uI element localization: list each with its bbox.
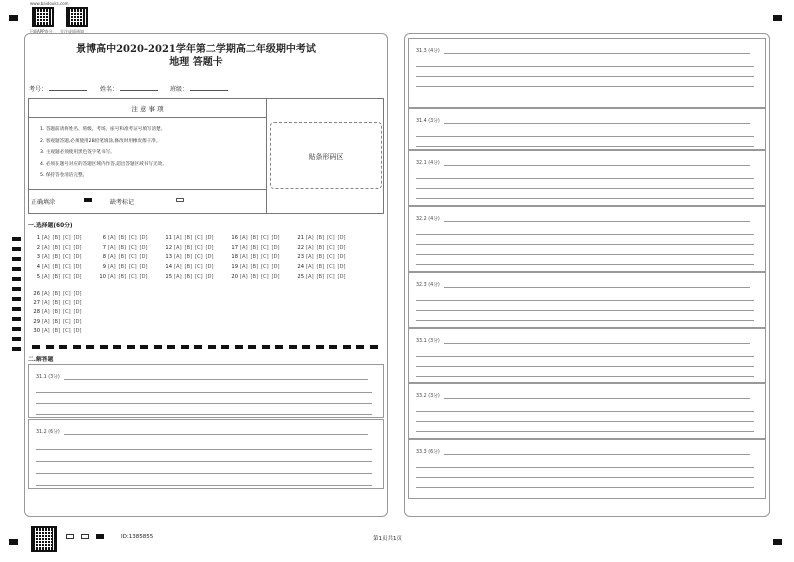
option-bubble[interactable]: [B]	[316, 264, 325, 271]
mcq-row	[30, 309, 96, 315]
separator-mark	[113, 345, 121, 349]
timing-mark	[12, 297, 21, 301]
option-bubble[interactable]: [B]	[52, 300, 61, 307]
writing-line	[416, 467, 754, 468]
option-bubble[interactable]: [C]	[63, 264, 71, 271]
option-bubble[interactable]: [B]	[250, 273, 259, 280]
separator-mark	[208, 345, 216, 349]
question-number: 2	[36, 244, 40, 251]
answer-box[interactable]	[408, 206, 766, 272]
option-bubble[interactable]: [C]	[195, 264, 203, 271]
answer-label: 31.3 (4分)	[416, 49, 440, 54]
option-bubble[interactable]: [C]	[327, 244, 335, 251]
option-bubble[interactable]: [C]	[195, 235, 203, 241]
option-bubble[interactable]: [D]	[73, 327, 82, 334]
question-number: 19	[231, 264, 238, 271]
separator-mark	[154, 345, 162, 349]
note-item: 2. 客观题答题,必须使用2B铅笔填涂,修改时用橡皮擦干净。	[40, 138, 161, 144]
note-item: 5. 保持答卷清洁完整。	[40, 173, 88, 178]
option-bubble[interactable]: [B]	[118, 264, 127, 271]
timing-mark	[12, 267, 21, 271]
writing-line	[416, 76, 754, 77]
option-bubble[interactable]: [B]	[316, 235, 325, 241]
option-bubble[interactable]: [A]	[42, 244, 50, 251]
class-field[interactable]: 班级：	[170, 84, 228, 93]
answer-label: 32.1 (4分)	[416, 161, 440, 166]
option-bubble[interactable]: [C]	[63, 291, 71, 297]
separator-mark	[248, 345, 256, 349]
separator-mark	[370, 345, 378, 349]
option-bubble[interactable]: [D]	[139, 244, 148, 251]
section1-title: 一.选择题(60分)	[28, 223, 73, 229]
option-bubble[interactable]: [B]	[52, 327, 61, 334]
correct-fill-sample	[84, 198, 92, 202]
footer-id: ID:1385855	[121, 534, 154, 540]
answer-box[interactable]	[408, 38, 766, 108]
option-bubble[interactable]: [A]	[42, 264, 50, 271]
option-bubble[interactable]: [D]	[271, 235, 280, 241]
writing-line	[36, 485, 372, 486]
writing-line	[36, 392, 372, 393]
question-number: 18	[231, 254, 238, 261]
separator-mark	[46, 345, 54, 349]
answer-label: 32.2 (4分)	[416, 217, 440, 222]
option-bubble[interactable]: [C]	[129, 254, 137, 261]
option-bubble[interactable]: [D]	[271, 273, 280, 280]
option-bubble[interactable]: [D]	[337, 254, 346, 261]
timing-mark	[12, 277, 21, 281]
option-bubble[interactable]: [A]	[240, 264, 248, 271]
option-bubble[interactable]: [B]	[316, 244, 325, 251]
option-bubble[interactable]: [B]	[118, 254, 127, 261]
card-title: 地理 答题卡	[169, 57, 223, 68]
option-bubble[interactable]: [D]	[73, 264, 82, 271]
question-number: 4	[36, 264, 40, 271]
writing-line	[36, 473, 372, 474]
note-item: 1. 答题前请将姓名、班级、考场、座号和准考证号填写清楚。	[40, 127, 166, 132]
option-bubble[interactable]: [A]	[42, 327, 50, 334]
option-bubble[interactable]: [D]	[139, 264, 148, 271]
option-bubble[interactable]: [C]	[261, 273, 269, 280]
writing-line	[64, 434, 368, 435]
option-bubble[interactable]: [C]	[129, 273, 137, 280]
separator-mark	[32, 345, 40, 349]
barcode-label: 贴条形码区	[308, 153, 344, 161]
separator-mark	[302, 345, 310, 349]
separator-mark	[181, 345, 189, 349]
separator-mark	[262, 345, 270, 349]
question-number: 14	[165, 264, 172, 271]
option-bubble[interactable]: [C]	[63, 327, 71, 334]
option-bubble[interactable]: [B]	[250, 244, 259, 251]
mcq-row	[30, 319, 96, 325]
option-bubble[interactable]: [C]	[63, 273, 71, 280]
qr-code-notify	[66, 7, 88, 27]
option-bubble[interactable]: [B]	[52, 273, 61, 280]
option-bubble[interactable]: [A]	[240, 254, 248, 261]
writing-line	[416, 244, 754, 245]
option-bubble[interactable]: [C]	[195, 244, 203, 251]
option-bubble[interactable]: [C]	[261, 264, 269, 271]
option-bubble[interactable]: [D]	[139, 254, 148, 261]
answer-label: 32.3 (4分)	[416, 283, 440, 288]
option-bubble[interactable]: [B]	[184, 235, 193, 241]
writing-line	[416, 376, 754, 377]
note-item: 4. 必须在题号对应的答题区域内作答,超出答题区域书写无效。	[40, 161, 167, 167]
option-bubble[interactable]: [D]	[205, 273, 214, 280]
question-number: 7	[102, 244, 106, 251]
option-bubble[interactable]: [C]	[261, 235, 269, 241]
option-bubble[interactable]: [C]	[63, 318, 71, 325]
option-bubble[interactable]: [C]	[195, 273, 203, 280]
option-bubble[interactable]: [D]	[205, 244, 214, 251]
option-bubble[interactable]: [D]	[139, 273, 148, 280]
option-bubble[interactable]: [C]	[129, 244, 137, 251]
absent-mark-label: 缺考标记	[110, 199, 135, 206]
writing-line	[416, 136, 754, 137]
timing-mark	[12, 247, 21, 251]
option-bubble[interactable]: [A]	[306, 254, 314, 261]
option-bubble[interactable]: [A]	[174, 235, 182, 241]
option-bubble[interactable]: [B]	[250, 254, 259, 261]
question-number: 8	[102, 254, 106, 261]
separator-mark	[356, 345, 364, 349]
writing-line	[444, 53, 750, 54]
question-number: 12	[165, 244, 172, 251]
separator-mark	[86, 345, 94, 349]
option-bubble[interactable]: [B]	[52, 309, 61, 316]
site-url: www.baidouks.com	[30, 1, 69, 6]
option-bubble[interactable]: [D]	[73, 291, 82, 297]
question-number: 30	[33, 327, 40, 334]
option-bubble[interactable]: [A]	[108, 273, 116, 280]
separator-mark	[167, 345, 175, 349]
option-bubble[interactable]: [D]	[337, 244, 346, 251]
question-number: 15	[165, 273, 172, 280]
separator-mark	[100, 345, 108, 349]
option-bubble[interactable]: [A]	[174, 254, 182, 261]
writing-line	[444, 398, 750, 399]
option-bubble[interactable]: [A]	[42, 273, 50, 280]
option-bubble[interactable]: [A]	[42, 309, 50, 316]
question-number: 21	[297, 235, 304, 241]
writing-line	[36, 461, 372, 462]
question-number: 24	[297, 264, 304, 271]
question-number: 1	[36, 235, 40, 241]
writing-line	[416, 366, 754, 367]
option-bubble[interactable]: [C]	[63, 309, 71, 316]
separator-mark	[59, 345, 67, 349]
mcq-row	[30, 274, 360, 280]
option-bubble[interactable]: [B]	[52, 254, 61, 261]
question-number: 26	[33, 291, 40, 297]
separator-mark	[235, 345, 243, 349]
option-bubble[interactable]: [A]	[240, 273, 248, 280]
mcq-row	[30, 328, 96, 334]
option-bubble[interactable]: [B]	[184, 273, 193, 280]
separator-mark	[194, 345, 202, 349]
answer-label: 33.1 (3分)	[416, 339, 440, 344]
qr-caption-app: 下载APP查分	[29, 29, 53, 34]
footer-mark-3	[96, 534, 104, 539]
option-bubble[interactable]: [C]	[129, 235, 137, 241]
writing-line	[36, 414, 372, 415]
option-bubble[interactable]: [D]	[73, 318, 82, 325]
writing-line	[416, 234, 754, 235]
option-bubble[interactable]: [D]	[139, 235, 148, 241]
option-bubble[interactable]: [A]	[108, 235, 116, 241]
writing-line	[444, 123, 750, 124]
question-number: 20	[231, 273, 238, 280]
writing-line	[416, 86, 754, 87]
option-bubble[interactable]: [B]	[52, 291, 61, 297]
option-bubble[interactable]: [B]	[118, 244, 127, 251]
writing-line	[416, 487, 754, 488]
option-bubble[interactable]: [D]	[73, 244, 82, 251]
option-bubble[interactable]: [C]	[195, 254, 203, 261]
corner-mark-br	[773, 539, 782, 545]
separator-mark	[329, 345, 337, 349]
question-number: 28	[33, 309, 40, 316]
option-bubble[interactable]: [C]	[327, 235, 335, 241]
answer-box[interactable]	[28, 419, 384, 489]
footer-page: 第1页共1页	[373, 536, 402, 542]
option-bubble[interactable]: [C]	[261, 244, 269, 251]
option-bubble[interactable]: [D]	[205, 254, 214, 261]
option-bubble[interactable]: [A]	[174, 264, 182, 271]
exam-title: 景博高中2020-2021学年第二学期高二年级期中考试	[76, 44, 316, 55]
answer-label: 31.2 (6分)	[36, 430, 60, 435]
writing-line	[416, 320, 754, 321]
separator-mark	[289, 345, 297, 349]
mcq-row	[30, 264, 360, 270]
timing-mark	[12, 257, 21, 261]
question-number: 22	[297, 244, 304, 251]
writing-line	[444, 343, 750, 344]
option-bubble[interactable]: [A]	[306, 235, 314, 241]
writing-line	[36, 403, 372, 404]
mcq-row	[30, 235, 360, 241]
option-bubble[interactable]: [B]	[52, 244, 61, 251]
timing-mark	[12, 337, 21, 341]
option-bubble[interactable]: [A]	[108, 254, 116, 261]
option-bubble[interactable]: [A]	[174, 244, 182, 251]
question-number: 27	[33, 300, 40, 307]
option-bubble[interactable]: [C]	[327, 254, 335, 261]
option-bubble[interactable]: [A]	[42, 300, 50, 307]
option-bubble[interactable]: [B]	[118, 273, 127, 280]
timing-mark	[12, 287, 21, 291]
option-bubble[interactable]: [A]	[240, 235, 248, 241]
question-number: 6	[102, 235, 106, 241]
correct-fill-label: 正确填涂	[31, 199, 56, 206]
separator-mark	[275, 345, 283, 349]
option-bubble[interactable]: [D]	[205, 235, 214, 241]
question-number: 23	[297, 254, 304, 261]
absent-mark-box[interactable]	[176, 198, 184, 202]
option-bubble[interactable]: [B]	[52, 264, 61, 271]
writing-line	[416, 431, 754, 432]
option-bubble[interactable]: [B]	[184, 264, 193, 271]
question-number: 10	[99, 273, 106, 280]
qr-code-app	[32, 7, 54, 27]
option-bubble[interactable]: [D]	[205, 264, 214, 271]
writing-line	[36, 449, 372, 450]
option-bubble[interactable]: [A]	[42, 318, 50, 325]
separator-mark	[316, 345, 324, 349]
timing-mark	[12, 237, 21, 241]
option-bubble[interactable]: [D]	[337, 273, 346, 280]
option-bubble[interactable]: [A]	[306, 244, 314, 251]
writing-line	[444, 221, 750, 222]
option-bubble[interactable]: [D]	[337, 264, 346, 271]
option-bubble[interactable]: [D]	[73, 309, 82, 316]
writing-line	[416, 356, 754, 357]
exam-no-field[interactable]: 考号：	[29, 84, 87, 93]
writing-line	[416, 254, 754, 255]
option-bubble[interactable]: [D]	[73, 300, 82, 307]
answer-box[interactable]	[28, 364, 384, 418]
writing-line	[416, 300, 754, 301]
option-bubble[interactable]: [B]	[184, 244, 193, 251]
section2-title: 二.解答题	[28, 357, 54, 363]
question-number: 11	[165, 235, 172, 241]
option-bubble[interactable]: [C]	[63, 235, 71, 241]
footer-mark-2	[81, 534, 89, 539]
name-field[interactable]: 姓名：	[100, 84, 158, 93]
writing-line	[444, 287, 750, 288]
option-bubble[interactable]: [C]	[63, 244, 71, 251]
corner-mark-tl	[9, 15, 18, 21]
option-bubble[interactable]: [A]	[42, 291, 50, 297]
option-bubble[interactable]: [A]	[108, 244, 116, 251]
option-bubble[interactable]: [B]	[52, 235, 61, 241]
question-number: 9	[102, 264, 106, 271]
option-bubble[interactable]: [A]	[42, 235, 50, 241]
option-bubble[interactable]: [D]	[271, 264, 280, 271]
writing-line	[416, 264, 754, 265]
question-number: 13	[165, 254, 172, 261]
writing-line	[444, 165, 750, 166]
mcq-row	[30, 300, 96, 306]
option-bubble[interactable]: [D]	[73, 254, 82, 261]
separator-mark	[343, 345, 351, 349]
corner-mark-tr	[773, 15, 782, 21]
mcq-row	[30, 291, 96, 297]
writing-line	[416, 198, 754, 199]
option-bubble[interactable]: [B]	[316, 254, 325, 261]
answer-box[interactable]	[408, 439, 766, 499]
answer-label: 33.3 (6分)	[416, 450, 440, 455]
qr-caption-notify: 关注成绩通知	[60, 29, 84, 34]
timing-mark	[12, 327, 21, 331]
option-bubble[interactable]: [A]	[174, 273, 182, 280]
option-bubble[interactable]: [B]	[184, 254, 193, 261]
writing-line	[416, 421, 754, 422]
footer-mark-1	[66, 534, 74, 539]
option-bubble[interactable]: [B]	[250, 264, 259, 271]
answer-label: 33.2 (3分)	[416, 394, 440, 399]
option-bubble[interactable]: [A]	[42, 254, 50, 261]
mcq-row	[30, 254, 360, 260]
option-bubble[interactable]: [C]	[63, 254, 71, 261]
notes-list	[40, 124, 167, 182]
writing-line	[416, 178, 754, 179]
separator-mark	[221, 345, 229, 349]
option-bubble[interactable]: [D]	[271, 254, 280, 261]
option-bubble[interactable]: [A]	[306, 264, 314, 271]
question-number: 25	[297, 273, 304, 280]
writing-line	[416, 477, 754, 478]
separator-mark	[127, 345, 135, 349]
option-bubble[interactable]: [B]	[118, 235, 127, 241]
option-bubble[interactable]: [C]	[63, 300, 71, 307]
timing-mark	[12, 347, 21, 351]
corner-mark-bl	[9, 539, 18, 545]
answer-label: 31.4 (3分)	[416, 119, 440, 124]
option-bubble[interactable]: [C]	[261, 254, 269, 261]
footer-qr-code	[31, 526, 57, 552]
option-bubble[interactable]: [A]	[240, 244, 248, 251]
option-bubble[interactable]: [B]	[52, 318, 61, 325]
writing-line	[64, 379, 368, 380]
question-number: 3	[36, 254, 40, 261]
writing-line	[416, 411, 754, 412]
option-bubble[interactable]: [C]	[129, 264, 137, 271]
writing-line	[416, 146, 754, 147]
writing-line	[444, 454, 750, 455]
option-bubble[interactable]: [B]	[316, 273, 325, 280]
notes-heading: 注 意 事 项	[131, 105, 164, 113]
note-item: 3. 主观题必须使用黑色签字笔书写。	[40, 150, 115, 155]
separator-mark	[140, 345, 148, 349]
mcq-row	[30, 245, 360, 251]
option-bubble[interactable]: [A]	[306, 273, 314, 280]
option-bubble[interactable]: [D]	[271, 244, 280, 251]
timing-mark	[12, 307, 21, 311]
option-bubble[interactable]: [D]	[73, 235, 82, 241]
option-bubble[interactable]: [C]	[327, 264, 335, 271]
answer-label: 31.1 (3分)	[36, 375, 60, 380]
separator-mark	[73, 345, 81, 349]
answer-box[interactable]	[408, 108, 766, 150]
question-number: 16	[231, 235, 238, 241]
question-number: 5	[36, 273, 40, 280]
question-number: 17	[231, 244, 238, 251]
option-bubble[interactable]: [D]	[337, 235, 346, 241]
option-bubble[interactable]: [C]	[327, 273, 335, 280]
writing-line	[416, 66, 754, 67]
option-bubble[interactable]: [D]	[73, 273, 82, 280]
timing-mark	[12, 317, 21, 321]
question-number: 29	[33, 318, 40, 325]
writing-line	[416, 310, 754, 311]
option-bubble[interactable]: [B]	[250, 235, 259, 241]
writing-line	[416, 188, 754, 189]
option-bubble[interactable]: [A]	[108, 264, 116, 271]
